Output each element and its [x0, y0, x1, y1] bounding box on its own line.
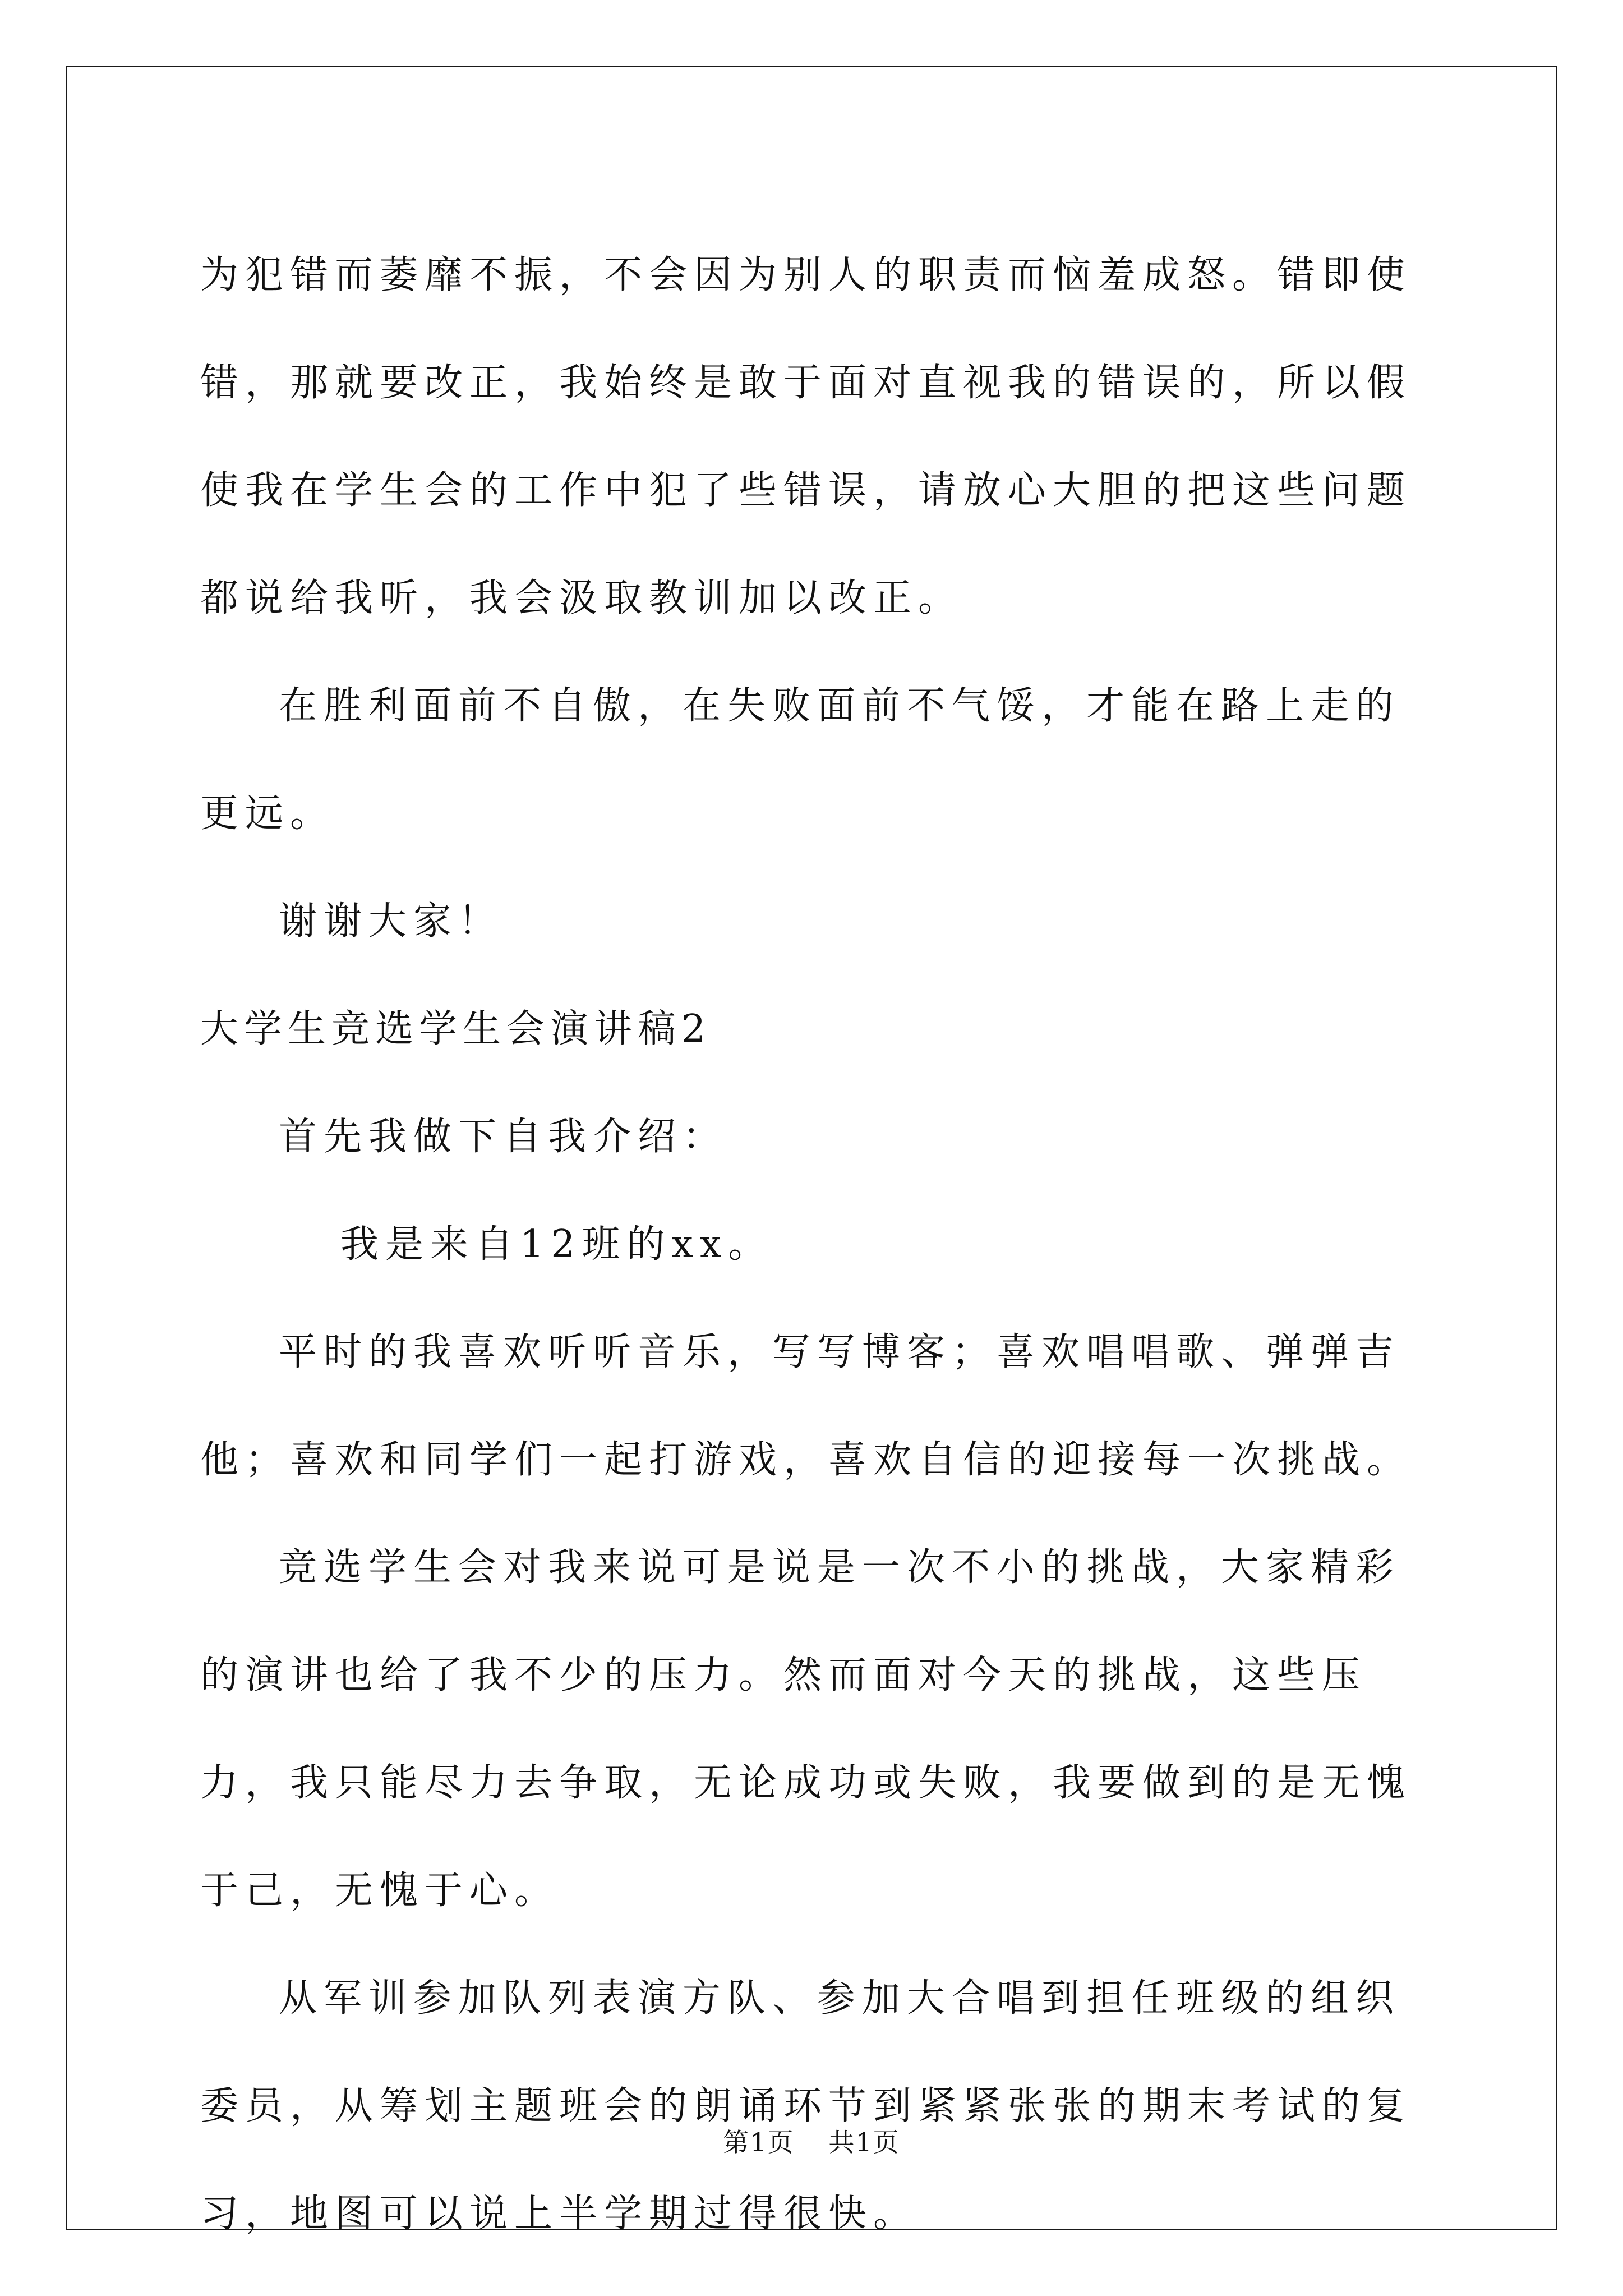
document-body [200, 222, 1440, 2268]
page-footer [0, 2122, 1623, 2159]
paragraph-self: 我是来自12班的xx。 [340, 1222, 773, 1267]
paragraph-intro: 首先我做下自我介绍： [279, 1115, 728, 1159]
paragraph-experience: 从军训参加队列表演方队、参加大合唱到担任班级的组织委员，从筹划主题班会的朗诵环节到紧紧张张的期末考试的复习，地图可以说上半学期过得很快。 [200, 1976, 1412, 2236]
paragraph-hobbies: 平时的我喜欢听听音乐，写写博客；喜欢唱唱歌、弹弹吉他；喜欢和同学们一起打游戏，喜欢自信的迎接每一次挑战。 [200, 1330, 1412, 1482]
page-number: 第1页 [723, 2127, 795, 2157]
paragraph-thanks: 谢谢大家！ [279, 899, 504, 944]
paragraph-challenge: 竞选学生会对我来说可是说是一次不小的挑战，大家精彩的演讲也给了我不少的压力。然而面对今天的挑战，这些压力，我只能尽力去争取，无论成功或失败，我要做到的是无愧于己，无愧于心。 [200, 1545, 1412, 1913]
paragraph-continuation: 为犯错而萎靡不振，不会因为别人的职责而恼羞成怒。错即使错，那就要改正，我始终是敢于面对直视我的错误的，所以假使我在学生会的工作中犯了些错误，请放心大胆的把这些问题都说给我听，我会汲取教训加以改正。 [200, 253, 1412, 620]
page-total: 共1页 [828, 2127, 900, 2157]
section-title: 大学生竞选学生会演讲稿2 [200, 1007, 712, 1051]
paragraph-victory: 在胜利面前不自傲，在失败面前不气馁，才能在路上走的更远。 [200, 684, 1401, 836]
